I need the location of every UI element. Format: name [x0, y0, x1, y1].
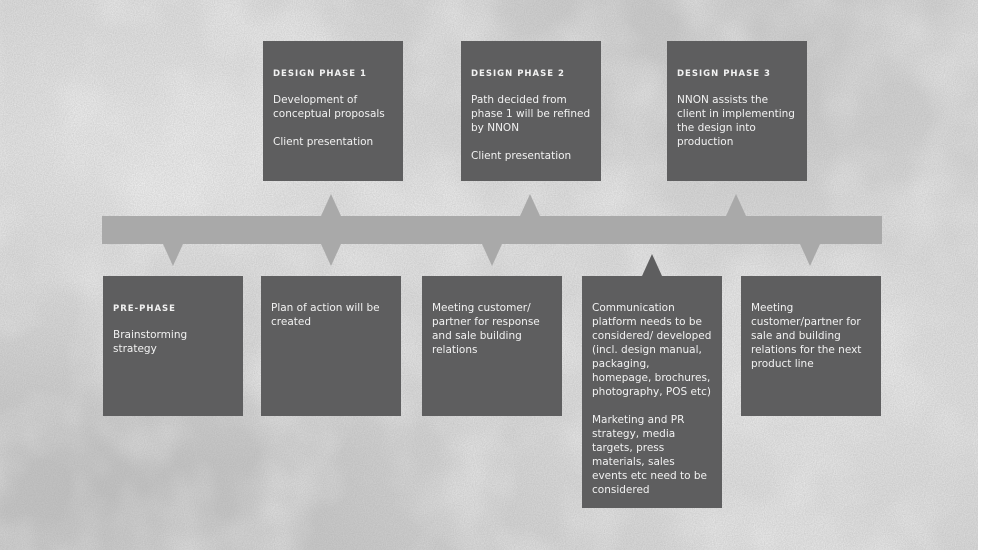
design-phase-1-note: Client presentation [273, 136, 374, 148]
design-phase-2-text: Path decided from phase 1 will be refined by NNON [471, 94, 591, 134]
communication-platform-box [582, 276, 722, 508]
arrow-to-plan [321, 244, 341, 266]
design-phase-3-text: NNON assists the client in implementing the design into production [677, 94, 795, 148]
design-phase-3-box [667, 41, 807, 181]
arrow-to-communication [642, 254, 662, 276]
communication-platform-text: Communication platform needs to be considered/ developed (incl. design manual, packaging, homepage, brochures, photography, POS etc) [592, 302, 712, 398]
design-phase-1-box [263, 41, 403, 181]
arrow-to-meeting [482, 244, 502, 266]
design-phase-2-box [461, 41, 601, 181]
page-edge [978, 0, 984, 550]
pre-phase-title: PRE-PHASE [113, 304, 176, 314]
next-product-line-text: Meeting customer/partner for sale and building relations for the next product line [751, 302, 862, 370]
arrow-to-pre-phase [163, 244, 183, 266]
timeline-bar [102, 216, 882, 244]
design-phase-2-title: DESIGN PHASE 2 [471, 69, 565, 79]
meeting-customer-text: Meeting customer/ partner for response and sale building relations [432, 302, 540, 356]
marketing-strategy-text: Marketing and PR strategy, media targets, press materials, sales events etc need to be considered [592, 414, 707, 496]
plan-of-action-text: Plan of action will be created [271, 302, 380, 328]
design-phase-1-title: DESIGN PHASE 1 [273, 69, 367, 79]
next-product-line-box [741, 276, 881, 416]
design-phase-1-text: Development of conceptual proposals [273, 94, 385, 120]
arrow-to-next-line [800, 244, 820, 266]
arrow-to-design-phase-2 [520, 194, 540, 216]
arrow-to-design-phase-3 [726, 194, 746, 216]
design-phase-3-title: DESIGN PHASE 3 [677, 69, 771, 79]
pre-phase-box [103, 276, 243, 416]
plan-of-action-box [261, 276, 401, 416]
pre-phase-text: Brainstorming strategy [113, 329, 188, 355]
arrow-to-design-phase-1 [321, 194, 341, 216]
meeting-customer-box [422, 276, 562, 416]
design-phase-2-note: Client presentation [471, 150, 572, 162]
